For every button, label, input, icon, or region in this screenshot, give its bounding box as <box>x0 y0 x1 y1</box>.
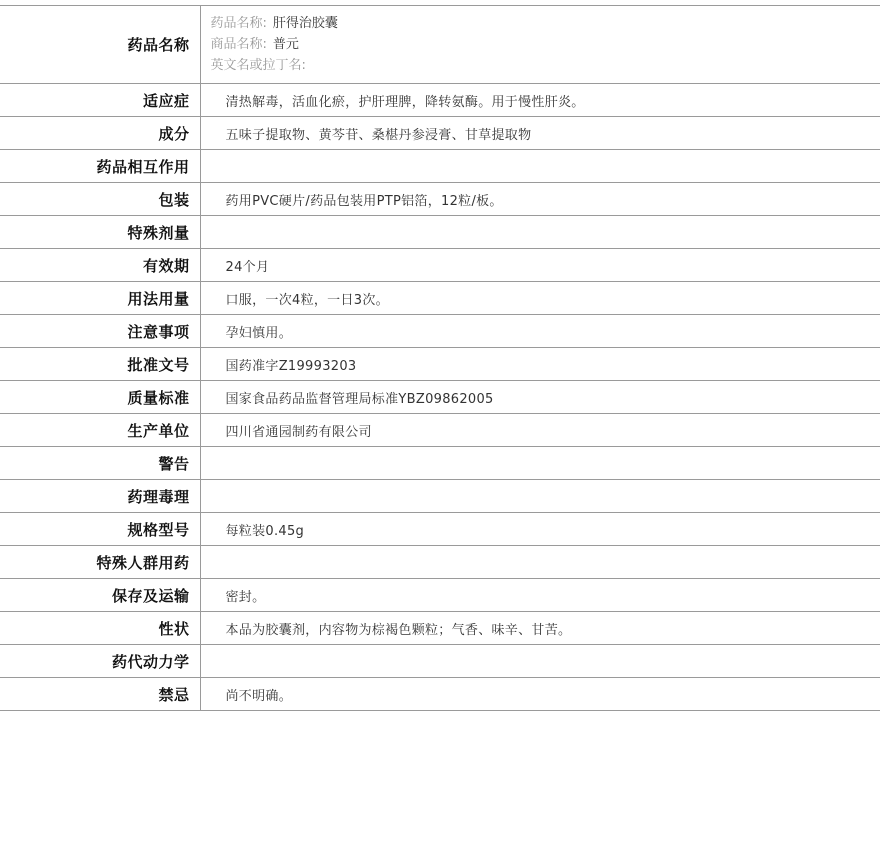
row-value <box>200 150 880 183</box>
row-label: 特殊人群用药 <box>0 546 200 579</box>
row-label: 用法用量 <box>0 282 200 315</box>
row-label: 规格型号 <box>0 513 200 546</box>
drug-name-line <box>211 13 880 34</box>
row-value <box>200 645 880 678</box>
row-value <box>200 546 880 579</box>
table-row <box>0 117 880 150</box>
table-row <box>0 645 880 678</box>
row-value: 每粒装0.45g <box>200 513 880 546</box>
row-value: 口服，一次4粒，一日3次。 <box>200 282 880 315</box>
table-row <box>0 84 880 117</box>
row-value: 清热解毒，活血化瘀，护肝理脾，降转氨酶。用于慢性肝炎。 <box>200 84 880 117</box>
row-label: 适应症 <box>0 84 200 117</box>
name-cell <box>200 6 880 84</box>
row-value: 四川省通园制药有限公司 <box>200 414 880 447</box>
drug-info-table <box>0 5 880 711</box>
name-block <box>201 7 880 82</box>
row-value: 24个月 <box>200 249 880 282</box>
row-value: 国家食品药品监督管理局标准YBZ09862005 <box>200 381 880 414</box>
trade-name-line <box>211 34 880 55</box>
table-row <box>0 150 880 183</box>
table-row <box>0 315 880 348</box>
table-row <box>0 513 880 546</box>
english-name-key: 英文名或拉丁名: <box>210 58 306 73</box>
row-value: 密封。 <box>200 579 880 612</box>
row-value <box>200 447 880 480</box>
row-label: 成分 <box>0 117 200 150</box>
row-label: 药代动力学 <box>0 645 200 678</box>
row-label-drug-name: 药品名称 <box>0 6 200 84</box>
row-value: 孕妇慎用。 <box>200 315 880 348</box>
row-label: 注意事项 <box>0 315 200 348</box>
row-value: 尚不明确。 <box>200 678 880 711</box>
row-label: 药理毒理 <box>0 480 200 513</box>
row-label: 性状 <box>0 612 200 645</box>
table-row <box>0 579 880 612</box>
table-row <box>0 282 880 315</box>
row-value <box>200 480 880 513</box>
table-row <box>0 678 880 711</box>
row-label: 包装 <box>0 183 200 216</box>
table-row <box>0 348 880 381</box>
drug-name-value: 肝得治胶囊 <box>272 16 338 31</box>
row-label: 质量标准 <box>0 381 200 414</box>
table-row <box>0 183 880 216</box>
table-row <box>0 249 880 282</box>
drug-name-key: 药品名称: <box>210 16 267 31</box>
row-value: 五味子提取物、黄芩苷、桑椹丹参浸膏、甘草提取物 <box>200 117 880 150</box>
table-row <box>0 381 880 414</box>
table-row <box>0 612 880 645</box>
table-row <box>0 480 880 513</box>
row-value: 本品为胶囊剂，内容物为棕褐色颗粒；气香、味辛、甘苦。 <box>200 612 880 645</box>
trade-name-key: 商品名称: <box>210 37 267 52</box>
row-label: 生产单位 <box>0 414 200 447</box>
table-row-drug-name <box>0 6 880 84</box>
row-label: 警告 <box>0 447 200 480</box>
table-row <box>0 216 880 249</box>
trade-name-value: 普元 <box>272 37 299 52</box>
row-value <box>200 216 880 249</box>
row-label: 批准文号 <box>0 348 200 381</box>
row-label: 保存及运输 <box>0 579 200 612</box>
row-label: 特殊剂量 <box>0 216 200 249</box>
row-value: 药用PVC硬片/药品包装用PTP铝箔，12粒/板。 <box>200 183 880 216</box>
row-label: 药品相互作用 <box>0 150 200 183</box>
table-row <box>0 546 880 579</box>
row-value: 国药准字Z19993203 <box>200 348 880 381</box>
english-name-line <box>211 55 880 76</box>
row-label: 有效期 <box>0 249 200 282</box>
row-label: 禁忌 <box>0 678 200 711</box>
table-row <box>0 447 880 480</box>
table-row <box>0 414 880 447</box>
